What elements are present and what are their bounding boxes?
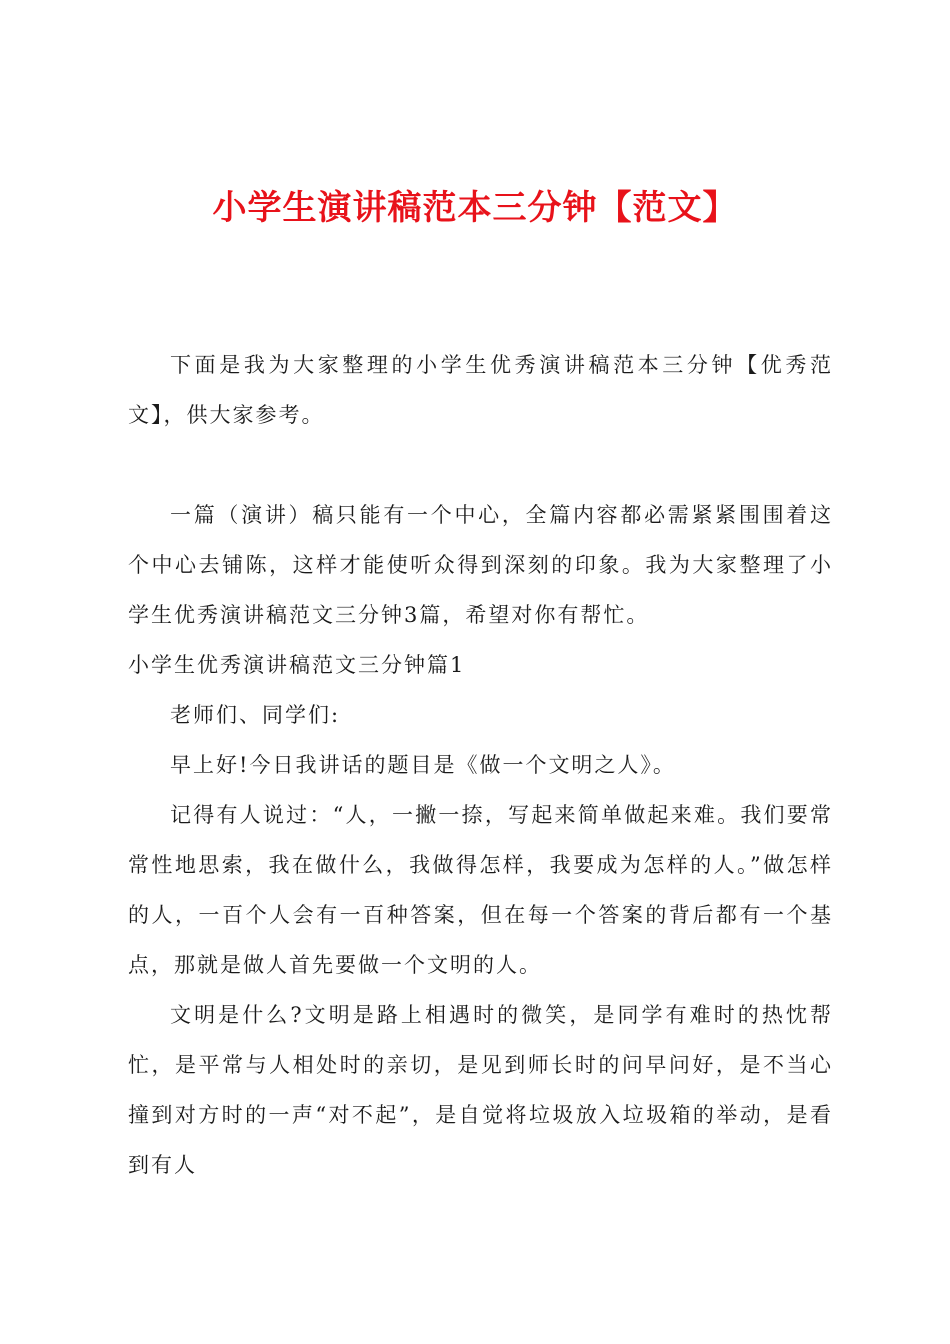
- intro-paragraph: 下面是我为大家整理的小学生优秀演讲稿范本三分钟【优秀范文】，供大家参考。: [128, 353, 833, 427]
- section-heading: 小学生优秀演讲稿范文三分钟篇1: [128, 653, 466, 677]
- paragraph-topic: 早上好!今日我讲话的题目是《做一个文明之人》。: [170, 753, 676, 777]
- paragraph-greeting: 老师们、同学们:: [170, 703, 341, 727]
- paragraph-civility: 文明是什么?文明是路上相遇时的微笑，是同学有难时的热忱帮忙，是平常与人相处时的亲切，是见到师长时的问早问好，是不当心撞到对方时的一声“对不起”，是自觉将垃圾放入垃圾箱的举动，是看到有人: [128, 1003, 833, 1177]
- intro-block: [128, 340, 833, 440]
- body-content: [128, 490, 833, 1190]
- paragraph-center: 一篇（演讲）稿只能有一个中心，全篇内容都必需紧紧围围着这个中心去铺陈，这样才能使听众得到深刻的印象。我为大家整理了小学生优秀演讲稿范文三分钟3篇，希望对你有帮忙。: [128, 503, 833, 627]
- paragraph-quote: 记得有人说过：“人，一撇一捺，写起来简单做起来难。我们要常常性地思索，我在做什么，我做得怎样，我要成为怎样的人。”做怎样的人，一百个人会有一百种答案，但在每一个答案的背后都有一个基点，那就是做人首先要做一个文明的人。: [128, 803, 833, 977]
- document-title: 小学生演讲稿范本三分钟【范文】: [212, 188, 738, 228]
